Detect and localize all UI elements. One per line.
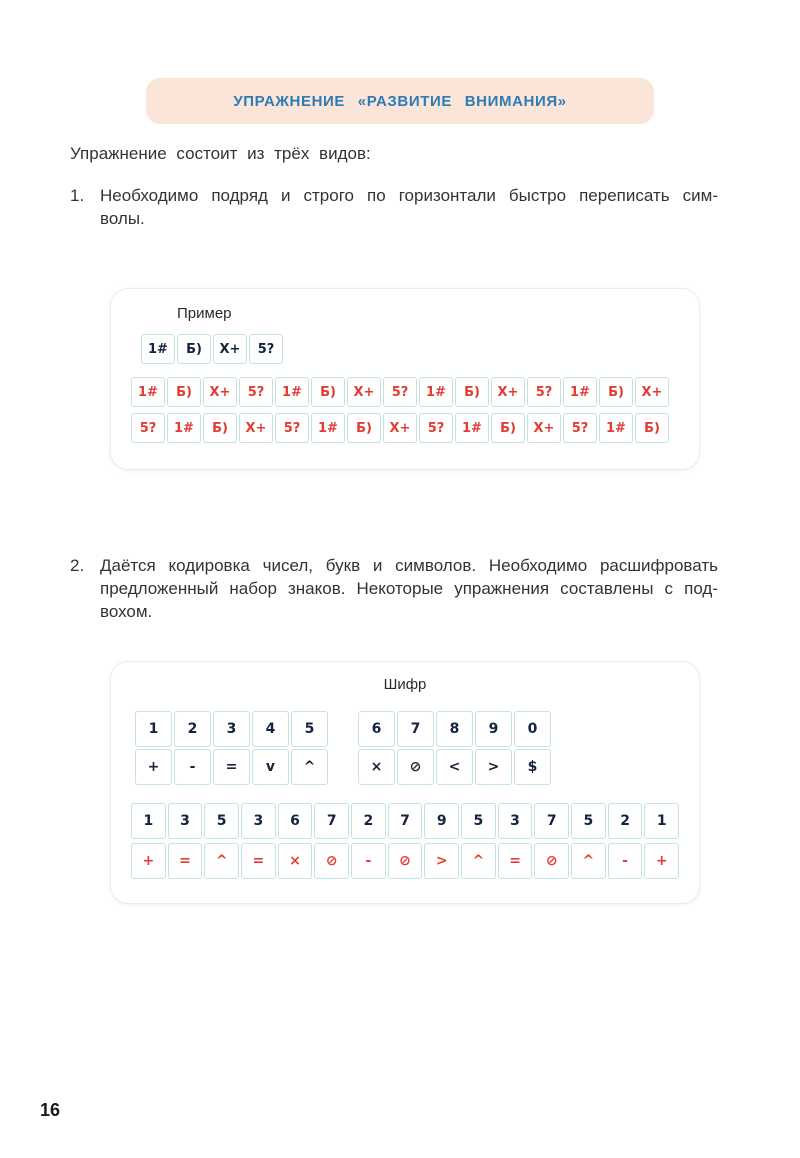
cipher-key-left-digits: [135, 711, 328, 747]
key-symbol-cell: 1#: [141, 334, 175, 364]
digit-cell: 3: [498, 803, 533, 839]
symbol-cell: -: [351, 843, 386, 879]
symbol-cell: Б): [311, 377, 345, 407]
digit-cell: 9: [424, 803, 459, 839]
symbol-cell: ⊘: [388, 843, 423, 879]
cipher-key-right-symbols: [358, 749, 551, 785]
list-item-1: [70, 184, 718, 230]
cipher-task-symbols: [131, 843, 679, 879]
digit-cell: 5: [571, 803, 606, 839]
text-line: предложенный набор знаков. Некоторые упражнения составлены с под-: [100, 579, 718, 598]
digit-cell: 7: [397, 711, 434, 747]
symbol-cell: Х+: [347, 377, 381, 407]
symbol-cell: ⊘: [314, 843, 349, 879]
symbol-cell: 1#: [455, 413, 489, 443]
symbol-cell: 5?: [419, 413, 453, 443]
symbol-cell: Б): [635, 413, 669, 443]
symbol-cell: Х+: [635, 377, 669, 407]
item-1-text: [100, 184, 718, 230]
symbol-cell: +: [135, 749, 172, 785]
symbol-cell: 5?: [563, 413, 597, 443]
symbol-cell: ^: [204, 843, 239, 879]
symbol-cell: v: [252, 749, 289, 785]
symbol-cell: +: [131, 843, 166, 879]
symbol-cell: Б): [455, 377, 489, 407]
intro-text: Упражнение состоит из трёх видов:: [70, 144, 371, 163]
symbol-cell: +: [644, 843, 679, 879]
list-item-2: [70, 554, 718, 623]
digit-cell: 1: [644, 803, 679, 839]
symbol-cell: ⊘: [534, 843, 569, 879]
key-symbol-cell: Б): [177, 334, 211, 364]
symbol-cell: 5?: [527, 377, 561, 407]
symbol-cell: Х+: [527, 413, 561, 443]
key-symbol-cell: Х+: [213, 334, 247, 364]
cipher-task-digits: [131, 803, 679, 839]
symbol-cell: =: [168, 843, 203, 879]
text-line: Необходимо подряд и строго по горизонтали быстро переписать сим-: [100, 186, 718, 205]
digit-cell: 2: [351, 803, 386, 839]
digit-cell: 5: [204, 803, 239, 839]
symbol-cell: 1#: [599, 413, 633, 443]
symbol-cell: =: [241, 843, 276, 879]
digit-cell: 6: [278, 803, 313, 839]
cipher-card: [110, 661, 700, 904]
cipher-key-tables: [135, 711, 679, 785]
title-text: УПРАЖНЕНИЕ «РАЗВИТИЕ ВНИМАНИЯ»: [233, 92, 567, 110]
symbol-cell: >: [475, 749, 512, 785]
example-row-1: [131, 377, 679, 407]
digit-cell: 7: [388, 803, 423, 839]
symbol-cell: ^: [291, 749, 328, 785]
symbol-cell: Х+: [491, 377, 525, 407]
example-key-row: [141, 334, 679, 364]
key-symbol-cell: 5?: [249, 334, 283, 364]
symbol-cell: ×: [278, 843, 313, 879]
example-card: [110, 288, 700, 470]
digit-cell: 9: [475, 711, 512, 747]
text-line: вохом.: [100, 602, 153, 621]
symbol-cell: ×: [358, 749, 395, 785]
example-grid: [131, 377, 679, 443]
digit-cell: 8: [436, 711, 473, 747]
symbol-cell: <: [436, 749, 473, 785]
digit-cell: 5: [291, 711, 328, 747]
digit-cell: 1: [135, 711, 172, 747]
symbol-cell: 5?: [131, 413, 165, 443]
symbol-cell: ^: [461, 843, 496, 879]
symbol-cell: ⊘: [397, 749, 434, 785]
cipher-key-right-digits: [358, 711, 551, 747]
symbol-cell: 5?: [383, 377, 417, 407]
symbol-cell: 1#: [275, 377, 309, 407]
digit-cell: 3: [241, 803, 276, 839]
text-line: Даётся кодировка чисел, букв и символов. Необходимо расшифровать: [100, 556, 718, 575]
cipher-card-label: Шифр: [383, 676, 427, 693]
symbol-cell: -: [174, 749, 211, 785]
symbol-cell: 1#: [311, 413, 345, 443]
symbol-cell: 1#: [563, 377, 597, 407]
symbol-cell: 5?: [275, 413, 309, 443]
digit-cell: 3: [168, 803, 203, 839]
item-1-number: 1.: [70, 186, 85, 205]
cipher-task-table: [131, 803, 679, 879]
symbol-cell: Х+: [203, 377, 237, 407]
symbol-cell: Б): [347, 413, 381, 443]
example-row-2: [131, 413, 679, 443]
digit-cell: 5: [461, 803, 496, 839]
cipher-key-left-symbols: [135, 749, 328, 785]
symbol-cell: >: [424, 843, 459, 879]
example-card-label: Пример: [177, 305, 232, 322]
symbol-cell: -: [608, 843, 643, 879]
symbol-cell: ^: [571, 843, 606, 879]
page-number: 16: [40, 1100, 61, 1120]
symbol-cell: Б): [599, 377, 633, 407]
symbol-cell: 1#: [419, 377, 453, 407]
symbol-cell: Х+: [239, 413, 273, 443]
cipher-key-right: [358, 711, 551, 785]
symbol-cell: Б): [203, 413, 237, 443]
symbol-cell: =: [498, 843, 533, 879]
symbol-cell: 1#: [131, 377, 165, 407]
item-2-text: [100, 554, 718, 623]
digit-cell: 2: [608, 803, 643, 839]
digit-cell: 1: [131, 803, 166, 839]
digit-cell: 4: [252, 711, 289, 747]
symbol-cell: =: [213, 749, 250, 785]
symbol-cell: Б): [491, 413, 525, 443]
title-banner: [146, 78, 654, 124]
digit-cell: 7: [534, 803, 569, 839]
cipher-key-left: [135, 711, 328, 785]
symbol-cell: $: [514, 749, 551, 785]
symbol-cell: 1#: [167, 413, 201, 443]
book-page: [0, 78, 800, 1158]
symbol-cell: Б): [167, 377, 201, 407]
text-line: волы.: [100, 209, 145, 228]
digit-cell: 0: [514, 711, 551, 747]
digit-cell: 2: [174, 711, 211, 747]
digit-cell: 6: [358, 711, 395, 747]
symbol-cell: Х+: [383, 413, 417, 443]
symbol-cell: 5?: [239, 377, 273, 407]
item-2-number: 2.: [70, 556, 85, 575]
digit-cell: 3: [213, 711, 250, 747]
digit-cell: 7: [314, 803, 349, 839]
